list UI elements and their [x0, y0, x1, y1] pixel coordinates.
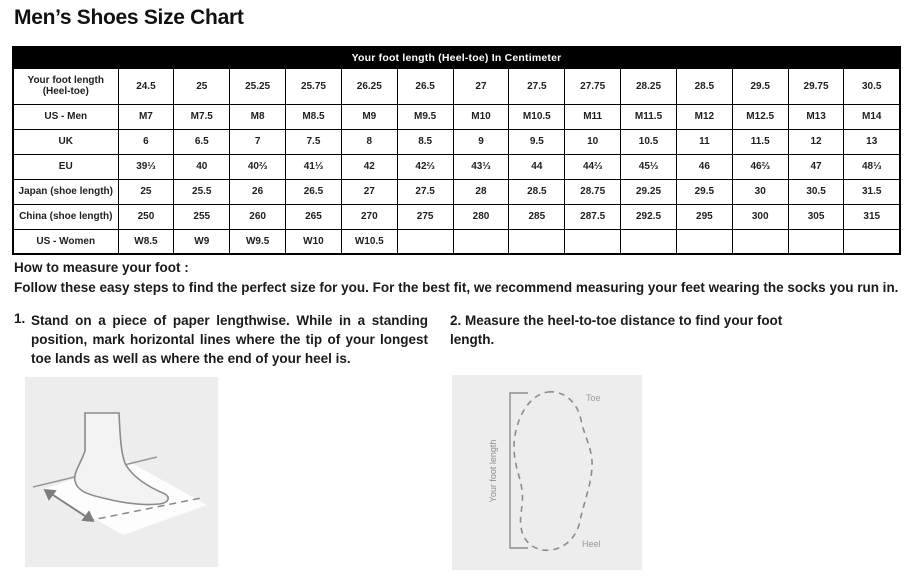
size-cell: 9.5 [509, 129, 565, 154]
size-cell: 265 [286, 204, 342, 229]
size-cell [397, 229, 453, 254]
size-cell: W9 [174, 229, 230, 254]
size-cell: 44 [509, 154, 565, 179]
size-cell: 7.5 [286, 129, 342, 154]
size-cell: 43⅓ [453, 154, 509, 179]
footprint-illustration [452, 375, 642, 570]
table-row [13, 204, 900, 229]
table-row [13, 104, 900, 129]
size-cell: 25 [118, 179, 174, 204]
step-2 [450, 311, 792, 349]
size-cell: 29.5 [732, 68, 788, 104]
row-label: UK [13, 129, 118, 154]
size-cell: 30.5 [844, 68, 900, 104]
foot-length-label: Your foot length [488, 439, 498, 503]
size-cell: 270 [341, 204, 397, 229]
size-cell: 45⅓ [621, 154, 677, 179]
size-cell: 31.5 [844, 179, 900, 204]
size-cell: 27 [341, 179, 397, 204]
row-label: Japan (shoe length) [13, 179, 118, 204]
size-cell: 250 [118, 204, 174, 229]
step-1-text: Stand on a piece of paper lengthwise. While in a standing position, mark horizontal lines where the tip of your longest toe lands as well as where the end of your heel is. [31, 313, 428, 367]
size-cell: 29.75 [788, 68, 844, 104]
size-cell: 41⅓ [286, 154, 342, 179]
size-cell: 260 [230, 204, 286, 229]
size-cell: 315 [844, 204, 900, 229]
size-cell: 8.5 [397, 129, 453, 154]
size-table [12, 46, 901, 255]
size-cell: 44⅔ [565, 154, 621, 179]
size-cell: 280 [453, 204, 509, 229]
toe-label: Toe [586, 393, 601, 403]
row-label: China (shoe length) [13, 204, 118, 229]
size-cell: W10.5 [341, 229, 397, 254]
length-bracket [510, 393, 528, 548]
size-cell: 28 [453, 179, 509, 204]
size-cell: M9.5 [397, 104, 453, 129]
step-1-number: 1. [14, 311, 26, 326]
size-table-body [13, 68, 900, 254]
size-cell: 26.5 [286, 179, 342, 204]
size-cell: 8 [341, 129, 397, 154]
size-cell: 48⅓ [844, 154, 900, 179]
size-cell: M10 [453, 104, 509, 129]
size-cell [676, 229, 732, 254]
size-cell: 285 [509, 204, 565, 229]
size-cell: 25 [174, 68, 230, 104]
size-cell [453, 229, 509, 254]
size-cell [732, 229, 788, 254]
size-cell: 10 [565, 129, 621, 154]
size-cell: M11 [565, 104, 621, 129]
footprint-outline [514, 392, 592, 550]
table-header-band: Your foot length (Heel-toe) In Centimeter [13, 47, 900, 68]
size-cell: 46⅔ [732, 154, 788, 179]
size-cell: W10 [286, 229, 342, 254]
size-cell: 28.25 [621, 68, 677, 104]
size-cell: 7 [230, 129, 286, 154]
footprint-diagram [452, 375, 642, 570]
size-cell [788, 229, 844, 254]
size-cell: 27 [453, 68, 509, 104]
page-title: Men’s Shoes Size Chart [14, 6, 244, 29]
size-cell: 305 [788, 204, 844, 229]
size-cell: W8.5 [118, 229, 174, 254]
size-cell: 25.5 [174, 179, 230, 204]
size-cell: 42 [341, 154, 397, 179]
size-cell: 11 [676, 129, 732, 154]
size-chart-table-container [12, 46, 901, 255]
size-cell: W9.5 [230, 229, 286, 254]
table-row [13, 129, 900, 154]
size-cell: 30.5 [788, 179, 844, 204]
size-cell: 46 [676, 154, 732, 179]
size-cell: 24.5 [118, 68, 174, 104]
size-cell: 42⅔ [397, 154, 453, 179]
size-cell: M9 [341, 104, 397, 129]
size-cell [565, 229, 621, 254]
size-cell: 26 [230, 179, 286, 204]
howto-intro: Follow these easy steps to find the perfect size for you. For the best fit, we recommend measuring your feet wearing the socks you run in. [14, 280, 899, 295]
step-1 [14, 311, 428, 368]
size-cell: 27.5 [397, 179, 453, 204]
size-cell [844, 229, 900, 254]
size-cell: M7 [118, 104, 174, 129]
row-label: US - Women [13, 229, 118, 254]
size-cell: 28.75 [565, 179, 621, 204]
size-cell: M14 [844, 104, 900, 129]
size-cell: 13 [844, 129, 900, 154]
size-cell: M10.5 [509, 104, 565, 129]
size-cell [509, 229, 565, 254]
table-row [13, 154, 900, 179]
size-cell: 287.5 [565, 204, 621, 229]
table-row [13, 229, 900, 254]
size-cell: 255 [174, 204, 230, 229]
size-cell: M11.5 [621, 104, 677, 129]
size-cell: 6.5 [174, 129, 230, 154]
table-row [13, 179, 900, 204]
size-cell: 11.5 [732, 129, 788, 154]
howto-heading: How to measure your foot : [14, 260, 189, 275]
size-cell: M7.5 [174, 104, 230, 129]
size-cell: 27.5 [509, 68, 565, 104]
table-row [13, 68, 900, 104]
size-cell: 9 [453, 129, 509, 154]
foot-on-paper-illustration [25, 377, 218, 567]
foot-outline [75, 413, 168, 505]
size-cell: 10.5 [621, 129, 677, 154]
size-cell: 40 [174, 154, 230, 179]
size-cell: M8 [230, 104, 286, 129]
size-cell: 30 [732, 179, 788, 204]
size-cell: M12.5 [732, 104, 788, 129]
size-cell: 26.25 [341, 68, 397, 104]
heel-label: Heel [582, 539, 601, 549]
size-cell: 29.5 [676, 179, 732, 204]
size-cell: 29.25 [621, 179, 677, 204]
foot-on-paper-diagram [25, 377, 218, 567]
size-cell: 6 [118, 129, 174, 154]
row-label: US - Men [13, 104, 118, 129]
step-2-text: Measure the heel-to-toe distance to find your foot length. [450, 313, 783, 348]
size-cell: 39⅓ [118, 154, 174, 179]
size-cell: 40⅔ [230, 154, 286, 179]
size-cell: M8.5 [286, 104, 342, 129]
size-cell: 275 [397, 204, 453, 229]
size-cell: 12 [788, 129, 844, 154]
size-cell: 28.5 [509, 179, 565, 204]
size-cell: 26.5 [397, 68, 453, 104]
step-2-number: 2. [450, 313, 462, 328]
size-cell: 25.75 [286, 68, 342, 104]
size-cell: 25.25 [230, 68, 286, 104]
row-label: Your foot length (Heel-toe) [13, 68, 118, 104]
size-cell: 300 [732, 204, 788, 229]
table-header-row [13, 47, 900, 68]
size-cell: 28.5 [676, 68, 732, 104]
row-label: EU [13, 154, 118, 179]
size-cell: M12 [676, 104, 732, 129]
size-cell: 27.75 [565, 68, 621, 104]
size-cell: 292.5 [621, 204, 677, 229]
size-cell [621, 229, 677, 254]
size-cell: M13 [788, 104, 844, 129]
size-cell: 47 [788, 154, 844, 179]
size-cell: 295 [676, 204, 732, 229]
